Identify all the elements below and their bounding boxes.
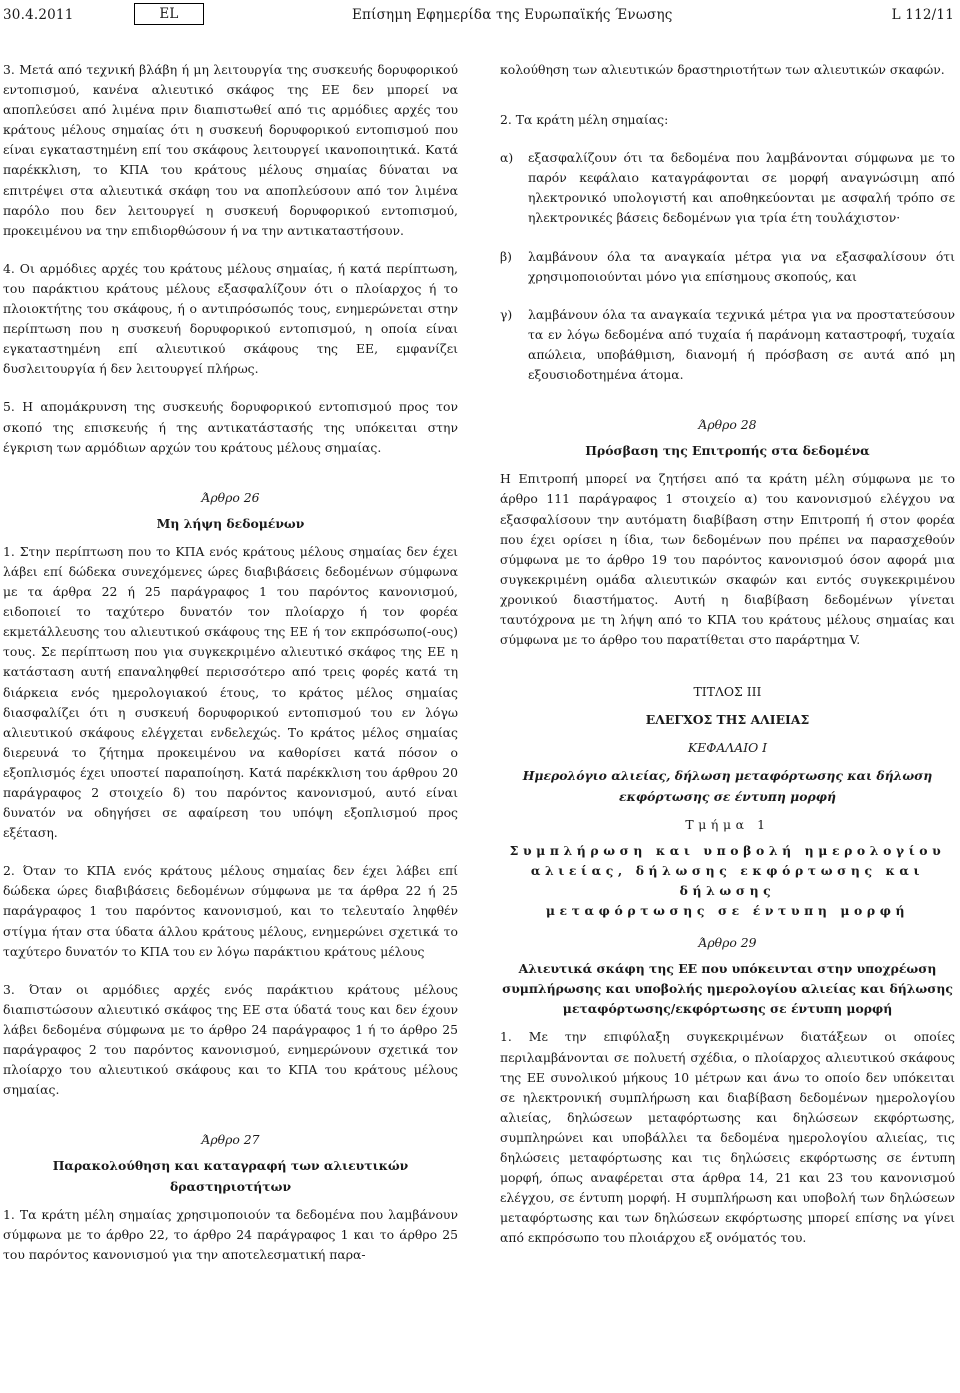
- paragraph: Η Επιτροπή μπορεί να ζητήσει από τα κράτη μέλη σύμφωνα με το άρθρο 111 παράγραφος 1 στοιχείο α) του κανονισμού ελέγχου να εξασφαλίσουν την αυτόματη διαβίβαση στην Επιτροπή ή στον φορέα που έχει ορίσει η ίδια, των δεδομένων που πρέπει να παρασχεθούν σύμφωνα με το άρθρο 19 του παρόντος κανονισμού όσον αφορά μια συγκεκριμένη ομάδα αλιευτικών σκαφών και εντός συγκεκριμένου χρονικού διαστήματος. Αυτή η διαβίβαση δεδομένων γίνεται ταυτόχρονα με τη λήψη από το ΚΠΑ του κράτους μέλους σημαίας και σύμφωνα με το άρθρο του παρατίθεται στο παράρτημα V.: [500, 471, 955, 648]
- title-name: ΕΛΕΓΧΟΣ ΤΗΣ ΑΛΙΕΙΑΣ: [645, 712, 810, 728]
- list-label: α): [500, 150, 514, 166]
- chapter-name: Ημερολόγιο αλιείας, δήλωση μεταφόρτωσης και δήλωση εκφόρτωσης σε έντυπη μορφή: [522, 768, 933, 804]
- list-item: [500, 247, 955, 287]
- paragraph: 1. Στην περίπτωση που το ΚΠΑ ενός κράτους μέλους σημαίας δεν έχει λάβει επί δώδεκα συνεχόμενες ώρες διαβιβάσεις δεδομένων σύμφωνα με τα άρθρα 22 ή 25 παράγραφος 1 του παρόντος κανονισμού, ειδοποιεί το ταχύτερο δυνατόν τον πλοίαρχο ή τον φορέα εκμετάλλευσης του αλιευτικού σκάφους της ΕΕ ή τον εκπρόσωπο(-ους) τους. Σε περίπτωση που για συγκεκριμένο αλιευτικό σκάφος της ΕΕ η κατάσταση αυτή επαναληφθεί περισσότερο από τρεις φορές κατά τη διάρκεια ενός ημερολογιακού έτους, το κράτος μέλος σημαίας διασφαλίζει ότι η συσκευή δορυφορικού εντοπισμού του εν λόγω αλιευτικού σκάφους ελέγχεται ενδελεχώς. Το κράτος μέλος σημαίας διερευνά το ζήτημα προκειμένου να καθορίσει κατά πόσον ο εξοπλισμός έχει υποστεί παραποίηση. Κατά παρέκκλιση του άρθρου 20 παράγραφος 2 στοιχείο δ) του παρόντος κανονισμού, αυτό είναι δυνατόν να οδηγήσει σε αφαίρεση του υπόψη εξοπλισμού προς εξέταση.: [3, 543, 458, 841]
- article-number: Άρθρο 26: [201, 489, 260, 505]
- paragraph: 4. Οι αρμόδιες αρχές του κράτους μέλους σημαίας, ή κατά περίπτωση, του παράκτιου κράτους μέλους εξασφαλίζουν ότι ο πλοίαρχος ή το πλοιοκτήτης του σκάφους, ή ο αντιπρόσωπός τους, ενημερώνεται στην περίπτωση που η συσκευή δορυφορικού εντοπισμού, η οποία είναι εγκαταστημένη επί αλιευτικού σκάφους της ΕΕ, εμφανίζει δυσλειτουργία ή δεν λειτουργεί πλήρως.: [3, 260, 458, 377]
- article-number: Άρθρο 29: [698, 935, 757, 951]
- section-name-line: αλιείας, δήλωσης εκφόρτωσης και δήλωσης: [530, 862, 925, 898]
- paragraph: 2. Τα κράτη μέλη σημαίας:: [500, 112, 669, 128]
- paragraph: 5. Η απομάκρυνση της συσκευής δορυφορικού εντοπισμού προς τον σκοπό της επισκευής ή της αντικατάστασής της υπόκειται στην έγκριση των αρμόδιων αρχών του κράτους μέλους σημαίας.: [3, 399, 458, 455]
- paragraph: 3. Μετά από τεχνική βλάβη ή μη λειτουργία της συσκευής δορυφορικού εντοπισμού, κανένα αλιευτικό σκάφος της ΕΕ δεν μπορεί να αποπλεύσει από λιμένα πριν διαπιστωθεί από τις αρμόδιες αρχές του κράτους μέλους σημαίας ότι η συσκευή δορυφορικού εντοπισμού που είναι εγκαταστημένη επί του σκάφους λειτουργεί ικανοποιητικά. Κατά παρέκκλιση, το ΚΠΑ του κράτους μέλους σημαίας δύναται να επιτρέψει στα αλιευτικά σκάφη του να αποπλεύσουν από τον λιμένα παρόλο που δεν λειτουργεί η συσκευή δορυφορικού εντοπισμού, προκειμένου να την επιδιορθώσουν ή να την αντικαταστήσουν.: [3, 62, 458, 238]
- section-number: Τμήμα 1: [685, 816, 770, 832]
- chapter-number: ΚΕΦΑΛΑΙΟ I: [687, 740, 768, 756]
- article-title: Μη λήψη δεδομένων: [156, 515, 305, 531]
- paragraph: 3. Όταν οι αρμόδιες αρχές ενός παράκτιου κράτους μέλους διαπιστώσουν αλιευτικό σκάφος της ΕΕ στα ύδατά τους και δεν έχουν λάβει δεδομένα σύμφωνα με το άρθρο 24 παράγραφος 1 ή το άρθρο 25 παράγραφος 2 του παρόντος κανονισμού, ενημερώνουν σχετικά τον πλοίαρχο του αλιευτικού σκάφους και το ΚΠΑ του κράτους μέλους σημαίας.: [3, 981, 458, 1098]
- section-name-line: μεταφόρτωσης σε έντυπη μορφή: [545, 903, 910, 918]
- right-column: [500, 60, 955, 1267]
- title-number: ΤΙΤΛΟΣ III: [693, 684, 762, 700]
- paragraph: κολούθηση των αλιευτικών δραστηριοτήτων των αλιευτικών σκαφών.: [500, 62, 945, 77]
- article-number: Άρθρο 28: [698, 417, 757, 433]
- list-label: γ): [500, 306, 513, 322]
- left-column: [3, 60, 458, 1283]
- journal-title: Επίσημη Εφημερίδα της Ευρωπαϊκής Ένωσης: [352, 7, 673, 23]
- publication-date: 30.4.2011: [3, 7, 74, 23]
- list-item: [500, 148, 955, 228]
- list-text: λαμβάνουν όλα τα αναγκαία τεχνικά μέτρα για να προστατεύσουν τα εν λόγω δεδομένα από τυχαία ή παράνομη καταστροφή, τυχαία απώλεια, υποβάθμιση, διανομή ή πρόσβαση σε αυτά από μη εξουσιοδοτημένα άτομα.: [528, 306, 955, 383]
- paragraph: 1. Τα κράτη μέλη σημαίας χρησιμοποιούν τα δεδομένα που λαμβάνουν σύμφωνα με το άρθρο 22, το άρθρο 24 παράγραφος 1 και το άρθρο 25 του παρόντος κανονισμού για την αποτελεσματική παρα-: [3, 1206, 458, 1262]
- list-item: [500, 305, 955, 385]
- article-number: Άρθρο 27: [201, 1132, 260, 1148]
- list-text: εξασφαλίζουν ότι τα δεδομένα που λαμβάνονται σύμφωνα με το παρόν κεφάλαιο καταγράφονται σε μορφή αναγνώσιμη από ηλεκτρονικό υπολογιστή και αποθηκεύονται με ασφαλή τρόπο σε ηλεκτρονικές βάσεις δεδομένων για τρία έτη τουλάχιστον·: [528, 150, 955, 226]
- language-box: EL: [134, 3, 204, 25]
- paragraph: 2. Όταν το ΚΠΑ ενός κράτους μέλους σημαίας δεν έχει λάβει επί δώδεκα ώρες διαβιβάσεις δεδομένων σύμφωνα με τα άρθρα 22 ή 25 παράγραφος 1 του παρόντος κανονισμού, και το τελευταίο ληφθέν στίγμα ήταν στα ύδατα άλλου κράτους μέλους, ενημερώνει σχετικά το ταχύτερο δυνατόν το ΚΠΑ του εν λόγω παράκτιου κράτους μέλους: [3, 863, 458, 959]
- article-title: Πρόσβαση της Επιτροπής στα δεδομένα: [585, 443, 870, 459]
- section-name-line: Συμπλήρωση και υποβολή ημερολογίου: [509, 842, 946, 858]
- paragraph: 1. Με την επιφύλαξη συγκεκριμένων διατάξεων οι οποίες περιλαμβάνονται σε πολυετή σχέδια, ο πλοίαρχος αλιευτικού σκάφους της ΕΕ συνολικού μήκους 10 μέτρων και άνω το οποίο δεν υπόκειται σε ηλεκτρονική συμπλήρωση και διαβίβαση δεδομένων ημερολογίου αλιείας, δηλώσεων μεταφόρτωσης και δηλώσεων εκφόρτωσης, συμπληρώνει και υποβάλλει τα δεδομένα ημερολογίου αλιείας, τις δηλώσεις μεταφόρτωσης και τις δηλώσεις εκφόρτωσης σε έντυπη μορφή, όπως αναφέρεται στα άρθρα 14, 21 και 23 του κανονισμού ελέγχου, σε έντυπη μορφή. Η συμπλήρωση και υποβολή των δηλώσεων μεταφόρτωσης και των δηλώσεων εκφόρτωσης μπορεί επίσης να γίνει από εκπρόσωπο του πλοιάρχου εξ ονόματός του.: [500, 1029, 955, 1246]
- list-text: λαμβάνουν όλα τα αναγκαία μέτρα για να εξασφαλίσουν ότι χρησιμοποιούνται μόνο για επίσημους σκοπούς, και: [528, 248, 955, 284]
- article-title: Αλιευτικά σκάφη της ΕΕ που υπόκεινται στην υποχρέωση συμπλήρωσης και υποβολής ημερολογίου αλιείας και δήλωσης μεταφόρτωσης/εκφόρτωσης σε έντυπη μορφή: [502, 961, 953, 1017]
- title-heading: [500, 682, 955, 921]
- list-label: β): [500, 248, 512, 264]
- page-header: [0, 0, 960, 34]
- article-title: Παρακολούθηση και καταγραφή των αλιευτικών δραστηριοτήτων: [52, 1158, 409, 1194]
- page-reference: L 112/11: [891, 7, 954, 23]
